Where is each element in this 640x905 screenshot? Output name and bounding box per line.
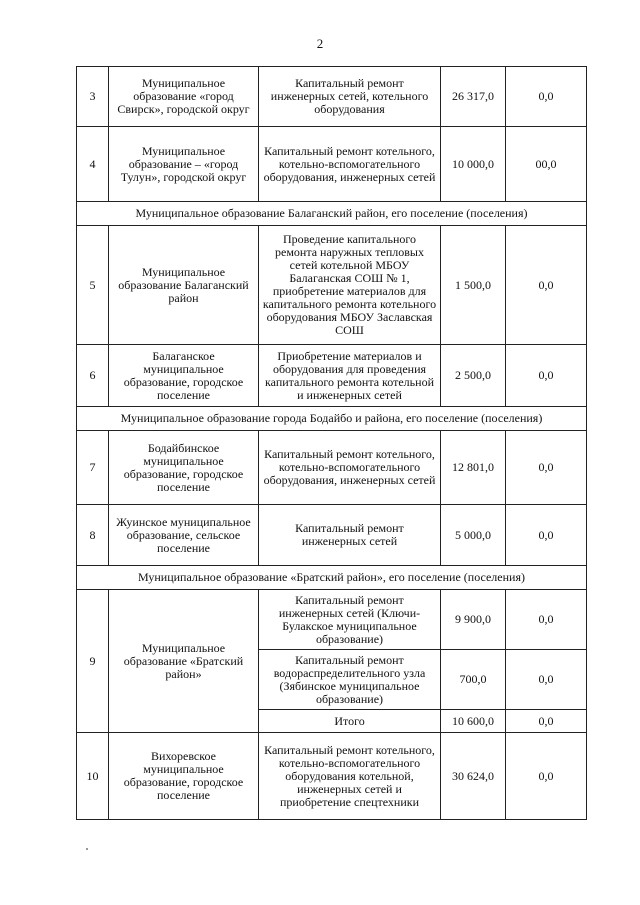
work-description: Приобретение материалов и оборудования для проведения капитального ремонта котельной и инженерных сетей: [259, 345, 441, 407]
scan-speck: [86, 848, 88, 850]
work-description: Капитальный ремонт котельного, котельно-вспомогательного оборудования, инженерных сетей: [259, 127, 441, 202]
row-number: 9: [77, 590, 109, 733]
work-description: Капитальный ремонт котельного, котельно-вспомогательного оборудования, инженерных сетей: [259, 431, 441, 505]
amount-value: 700,0: [441, 650, 506, 710]
table-row: [77, 127, 587, 202]
work-description: Капитальный ремонт котельного, котельно-вспомогательного оборудования котельной, инженерных сетей и приобретение спецтехники: [259, 733, 441, 820]
work-description: Проведение капитального ремонта наружных тепловых сетей котельной МБОУ Балаганская СОШ № 1, приобретение материалов для капитального ремонта котельного оборудования МБОУ Заславская СОШ: [259, 226, 441, 345]
extra-value: 00,0: [506, 127, 587, 202]
amount-value: 26 317,0: [441, 67, 506, 127]
page-number: 2: [316, 36, 324, 51]
row-number: 3: [77, 67, 109, 127]
extra-value: 0,0: [506, 431, 587, 505]
amount-value: 2 500,0: [441, 345, 506, 407]
table-row: [77, 733, 587, 820]
amount-value: 10 600,0: [441, 710, 506, 733]
table-row: [77, 590, 587, 650]
amount-value: 10 000,0: [441, 127, 506, 202]
entity-name: Жуинское муниципальное образование, сельское поселение: [109, 505, 259, 566]
row-number: 8: [77, 505, 109, 566]
work-description: Капитальный ремонт инженерных сетей (Ключи-Булакское муниципальное образование): [259, 590, 441, 650]
entity-name: Балаганское муниципальное образование, городское поселение: [109, 345, 259, 407]
work-description: Капитальный ремонт инженерных сетей, котельного оборудования: [259, 67, 441, 127]
table-row: [77, 67, 587, 127]
amount-value: 9 900,0: [441, 590, 506, 650]
extra-value: 0,0: [506, 226, 587, 345]
row-number: 6: [77, 345, 109, 407]
work-description: Капитальный ремонт инженерных сетей: [259, 505, 441, 566]
amount-value: 5 000,0: [441, 505, 506, 566]
entity-name: Муниципальное образование «город Свирск», городской округ: [109, 67, 259, 127]
section-heading: Муниципальное образование города Бодайбо и района, его поселение (поселения): [77, 407, 587, 431]
row-number: 7: [77, 431, 109, 505]
entity-name: Муниципальное образование – «город Тулун», городской округ: [109, 127, 259, 202]
section-heading: Муниципальное образование «Братский район», его поселение (поселения): [77, 566, 587, 590]
entity-name: Муниципальное образование «Братский район»: [109, 590, 259, 733]
entity-name: Вихоревское муниципальное образование, городское поселение: [109, 733, 259, 820]
entity-name: Бодайбинское муниципальное образование, городское поселение: [109, 431, 259, 505]
amount-value: 30 624,0: [441, 733, 506, 820]
section-row: [77, 202, 587, 226]
extra-value: 0,0: [506, 710, 587, 733]
row-number: 5: [77, 226, 109, 345]
row-number: 10: [77, 733, 109, 820]
funding-table: [76, 66, 587, 820]
amount-value: 12 801,0: [441, 431, 506, 505]
amount-value: 1 500,0: [441, 226, 506, 345]
table-row: [77, 505, 587, 566]
section-heading: Муниципальное образование Балаганский район, его поселение (поселения): [77, 202, 587, 226]
extra-value: 0,0: [506, 650, 587, 710]
extra-value: 0,0: [506, 505, 587, 566]
total-label: Итого: [259, 710, 441, 733]
table-row: [77, 431, 587, 505]
extra-value: 0,0: [506, 590, 587, 650]
extra-value: 0,0: [506, 67, 587, 127]
table-row: [77, 345, 587, 407]
section-row: [77, 566, 587, 590]
table-row: [77, 226, 587, 345]
extra-value: 0,0: [506, 345, 587, 407]
extra-value: 0,0: [506, 733, 587, 820]
entity-name: Муниципальное образование Балаганский район: [109, 226, 259, 345]
row-number: 4: [77, 127, 109, 202]
table-body: [77, 67, 587, 820]
work-description: Капитальный ремонт водораспределительного узла (Зябинское муниципальное образование): [259, 650, 441, 710]
section-row: [77, 407, 587, 431]
